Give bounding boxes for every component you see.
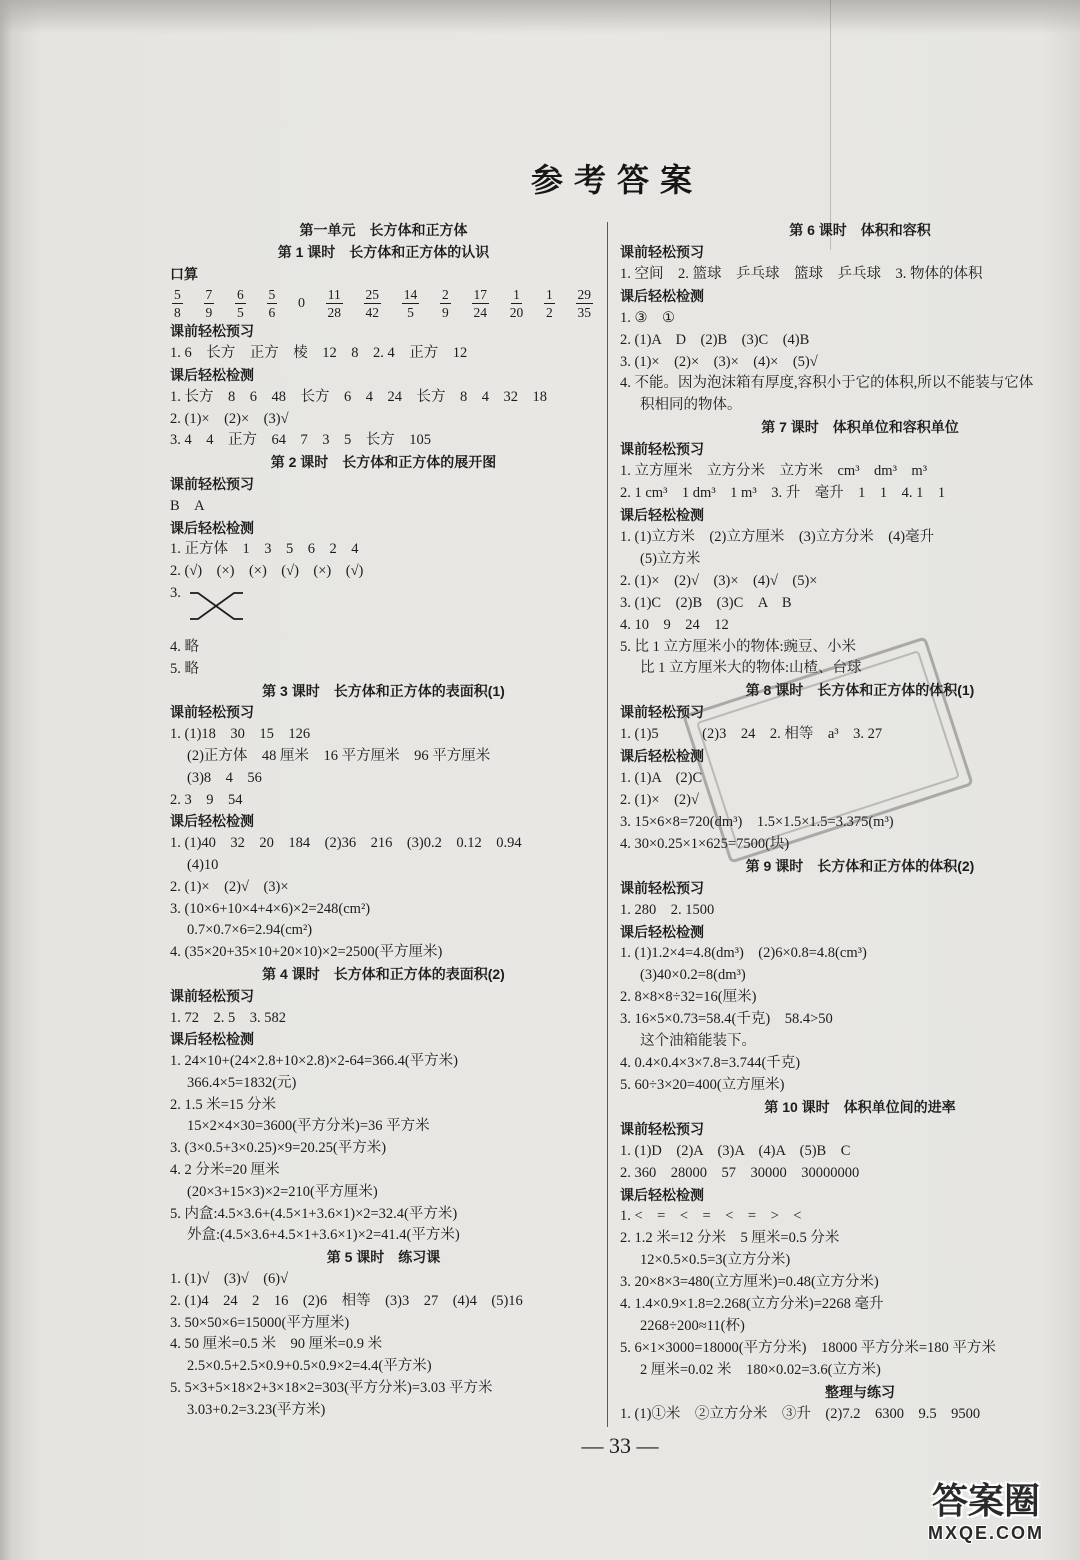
mental-math-answers bbox=[170, 285, 597, 321]
section-label: 课前轻松预习 bbox=[170, 323, 254, 340]
answer-line: 5. 60÷3×20=400(立方厘米) bbox=[620, 1076, 785, 1093]
answer-line: 4. 略 bbox=[170, 638, 199, 655]
answer-line-continued: 2 厘米=0.02 米 180×0.02=3.6(立方米) bbox=[640, 1361, 881, 1378]
numerator: 11 bbox=[327, 286, 341, 302]
answer-line: 1. 24×10+(24×2.8+10×2.8)×2-64=366.4(平方米) bbox=[170, 1053, 459, 1070]
answer-line-continued: 366.4×5=1832(元) bbox=[187, 1074, 297, 1091]
fraction bbox=[204, 287, 215, 320]
numerator: 7 bbox=[205, 286, 213, 302]
right-column bbox=[620, 220, 1070, 1426]
site-watermark bbox=[900, 1480, 1072, 1544]
scan-shadow-top bbox=[0, 0, 1080, 34]
answer-value: 0 bbox=[298, 295, 305, 311]
lesson-heading: 第 4 课时 长方体和正方体的表面积(2) bbox=[262, 965, 505, 982]
answer-line: 3. 15×6×8=720(dm³) 1.5×1.5×1.5=3.375(m³) bbox=[620, 813, 894, 830]
section-label: 课后轻松检测 bbox=[170, 366, 254, 383]
answer-line: 1. 立方厘米 立方分米 立方米 cm³ dm³ m³ bbox=[620, 463, 928, 480]
answer-line: B A bbox=[170, 497, 205, 514]
answer-line: 1. 空间 2. 篮球 乒乓球 篮球 乒乓球 3. 物体的体积 bbox=[620, 265, 983, 282]
left-column bbox=[170, 220, 597, 1422]
denominator: 5 bbox=[407, 304, 414, 320]
answer-line: 3. 20×8×3=480(立方厘米)=0.48(立方分米) bbox=[620, 1274, 879, 1291]
answer-line-continued: (3)8 4 56 bbox=[187, 769, 262, 786]
page-fold-line bbox=[830, 0, 831, 250]
answer-line: 3. (1)C (2)B (3)C A B bbox=[620, 594, 792, 611]
matching-lines-diagram bbox=[181, 583, 245, 638]
answer-line: 1. (1)18 30 15 126 bbox=[170, 726, 311, 743]
answer-line: 1. (1)40 32 20 184 (2)36 216 (3)0.2 0.12 0.94 bbox=[170, 835, 522, 852]
answer-line: 4. (35×20+35×10+20×10)×2=2500(平方厘米) bbox=[170, 944, 443, 961]
answer-line: 1. ③ ① bbox=[620, 309, 675, 326]
answer-line: 1. (1)①米 ②立方分米 ③升 (2)7.2 6300 9.5 9500 bbox=[620, 1405, 981, 1422]
answer-line: 3. 4 4 正方 64 7 3 5 长方 105 bbox=[170, 432, 431, 449]
section-label: 课前轻松预习 bbox=[170, 704, 254, 721]
denominator: 9 bbox=[205, 304, 213, 320]
section-label: 课后轻松检测 bbox=[620, 287, 704, 304]
section-label: 课前轻松预习 bbox=[620, 704, 704, 721]
section-label: 课前轻松预习 bbox=[620, 243, 704, 260]
lesson-heading: 第 2 课时 长方体和正方体的展开图 bbox=[270, 454, 497, 471]
lesson-heading: 第 1 课时 长方体和正方体的认识 bbox=[277, 243, 490, 260]
watermark-logo: 答案圈 bbox=[931, 1480, 1040, 1521]
fraction bbox=[326, 287, 343, 320]
answer-line-continued: (20×3+15×3)×2=210(平方厘米) bbox=[187, 1183, 378, 1200]
answer-line-continued: 2.5×0.5+2.5×0.9+0.5×0.9×2=4.4(平方米) bbox=[187, 1358, 432, 1375]
section-label: 课后轻松检测 bbox=[170, 519, 254, 536]
section-label: 课前轻松预习 bbox=[620, 1120, 704, 1137]
answer-line: 2. (1)A D (2)B (3)C (4)B bbox=[620, 331, 810, 348]
answer-line: 4. 10 9 24 12 bbox=[620, 616, 729, 633]
numerator: 29 bbox=[577, 286, 591, 302]
section-label: 课前轻松预习 bbox=[170, 475, 254, 492]
answer-line-continued: 比 1 立方厘米大的物体:山楂、台球 bbox=[640, 660, 862, 677]
lesson-heading: 第 3 课时 长方体和正方体的表面积(1) bbox=[262, 682, 505, 699]
answer-line: 2. 1 cm³ 1 dm³ 1 m³ 3. 升 毫升 1 1 4. 1 1 bbox=[620, 485, 946, 502]
answer-line: 1. 长方 8 6 48 长方 6 4 24 长方 8 4 32 18 bbox=[170, 388, 547, 405]
answer-line: 2. 1.5 米=15 分米 bbox=[170, 1096, 277, 1113]
numerator: 25 bbox=[365, 286, 379, 302]
answer-line: 4. 2 分米=20 厘米 bbox=[170, 1162, 280, 1179]
answer-line-continued: (5)立方米 bbox=[640, 550, 701, 567]
denominator: 8 bbox=[174, 304, 181, 320]
fraction bbox=[364, 287, 382, 320]
section-label: 课后轻松检测 bbox=[620, 748, 704, 765]
section-label: 课后轻松检测 bbox=[620, 506, 704, 523]
fraction bbox=[576, 287, 594, 320]
matching-line-2 bbox=[190, 593, 243, 619]
answer-line: 1. (1)5 (2)3 24 2. 相等 a³ 3. 27 bbox=[620, 726, 883, 743]
lesson-heading: 第 9 课时 长方体和正方体的体积(2) bbox=[745, 857, 975, 874]
answer-line-continued: (3)40×0.2=8(dm³) bbox=[640, 967, 746, 984]
answer-line: 2. (1)× (2)√ bbox=[620, 791, 699, 808]
answer-line: 2. 8×8×8÷32=16(厘米) bbox=[620, 989, 757, 1006]
numerator: 14 bbox=[403, 286, 418, 302]
answer-line: 2. (1)× (2)× (3)√ bbox=[170, 410, 289, 427]
denominator: 42 bbox=[365, 304, 379, 320]
section-label: 课后轻松检测 bbox=[620, 923, 704, 940]
numerator: 5 bbox=[174, 286, 181, 302]
fraction bbox=[440, 287, 451, 320]
answer-line-continued: (2)正方体 48 厘米 16 平方厘米 96 平方厘米 bbox=[187, 747, 491, 764]
fraction bbox=[172, 287, 183, 320]
lesson-heading: 第 7 课时 体积单位和容积单位 bbox=[761, 419, 959, 436]
page-title: 参考答案 bbox=[530, 162, 703, 198]
answer-line: 2. 360 28000 57 30000 30000000 bbox=[620, 1164, 860, 1181]
answer-line: 4. 0.4×0.4×3×7.8=3.744(千克) bbox=[620, 1055, 801, 1072]
answer-line: 1. (1)立方米 (2)立方厘米 (3)立方分米 (4)毫升 bbox=[620, 528, 935, 545]
answer-line-continued: 12×0.5×0.5=3(立方分米) bbox=[640, 1252, 791, 1269]
matching-lines-svg bbox=[189, 586, 245, 630]
denominator: 5 bbox=[237, 304, 244, 320]
section-label: 课后轻松检测 bbox=[170, 1031, 254, 1048]
numerator: 2 bbox=[442, 286, 449, 302]
unit-heading: 第一单元 长方体和正方体 bbox=[299, 222, 468, 238]
answer-line-diagram bbox=[170, 583, 597, 637]
denominator: 2 bbox=[546, 304, 553, 320]
fraction bbox=[267, 287, 278, 320]
answer-line-continued: 2268÷200≈11(杯) bbox=[640, 1318, 745, 1335]
answer-line-continued: 0.7×0.7×6=2.94(cm²) bbox=[187, 922, 313, 939]
section-label: 课后轻松检测 bbox=[170, 813, 254, 830]
denominator: 35 bbox=[577, 304, 591, 320]
answer-line: 3. 50×50×6=15000(平方厘米) bbox=[170, 1314, 350, 1331]
answer-line: 5. 略 bbox=[170, 660, 199, 677]
numerator: 1 bbox=[513, 286, 520, 302]
answer-line: 3. (3×0.5+3×0.25)×9=20.25(平方米) bbox=[170, 1140, 387, 1157]
answer-line: 2. (1)× (2)√ (3)× (4)√ (5)× bbox=[620, 572, 818, 589]
numerator: 17 bbox=[473, 286, 487, 302]
fraction bbox=[510, 287, 524, 320]
answer-line: 1. 正方体 1 3 5 6 2 4 bbox=[170, 541, 359, 558]
fraction bbox=[544, 287, 555, 320]
section-label: 课前轻松预习 bbox=[620, 441, 704, 458]
answer-line: 2. (1)4 24 2 16 (2)6 相等 (3)3 27 (4)4 (5)16 bbox=[170, 1292, 523, 1309]
answer-line: 5. 内盒:4.5×3.6+(4.5×1+3.6×1)×2=32.4(平方米) bbox=[170, 1205, 458, 1222]
answer-line: 1. 72 2. 5 3. 582 bbox=[170, 1009, 286, 1026]
answer-line: 4. 30×0.25×1×625=7500(块) bbox=[620, 835, 790, 852]
page-number: — 33 — bbox=[581, 1433, 659, 1458]
answer-line-continued: 15×2×4×30=3600(平方分米)=36 平方米 bbox=[187, 1118, 430, 1135]
lesson-heading: 第 6 课时 体积和容积 bbox=[789, 222, 931, 238]
answer-line: 1. (1)1.2×4=4.8(dm³) (2)6×0.8=4.8(cm³) bbox=[620, 945, 867, 962]
answer-line: 1. 6 长方 正方 棱 12 8 2. 4 正方 12 bbox=[170, 345, 468, 362]
answer-line: 3. (10×6+10×4+4×6)×2=248(cm²) bbox=[170, 900, 371, 917]
denominator: 28 bbox=[327, 304, 341, 320]
answer-line: 1. (1)D (2)A (3)A (4)A (5)B C bbox=[620, 1142, 851, 1159]
answer-line: 2. 3 9 54 bbox=[170, 791, 243, 808]
answer-line: 1. (1)√ (3)√ (6)√ bbox=[170, 1271, 289, 1288]
section-label: 课前轻松预习 bbox=[620, 879, 704, 896]
answer-line: 4. 1.4×0.9×1.8=2.268(立方分米)=2268 毫升 bbox=[620, 1296, 884, 1313]
answer-line: 5. 5×3+5×18×2+3×18×2=303(平方分米)=3.03 平方米 bbox=[170, 1380, 493, 1397]
lesson-heading: 第 5 课时 练习课 bbox=[326, 1249, 441, 1266]
lesson-heading: 第 8 课时 长方体和正方体的体积(1) bbox=[745, 682, 975, 699]
answer-line: 5. 比 1 立方厘米小的物体:豌豆、小米 bbox=[620, 638, 857, 655]
answer-line: 4. 50 厘米=0.5 米 90 厘米=0.9 米 bbox=[170, 1336, 383, 1353]
answer-line-continued: 外盒:(4.5×3.6+4.5×1+3.6×1)×2=41.4(平方米) bbox=[187, 1227, 460, 1244]
denominator: 9 bbox=[442, 304, 449, 320]
answer-line: 2. (√) (×) (×) (√) (×) (√) bbox=[170, 563, 364, 580]
answer-line: 2. 1.2 米=12 分米 5 厘米=0.5 分米 bbox=[620, 1230, 840, 1247]
fraction bbox=[472, 287, 490, 320]
answer-line: 1. (1)A (2)C bbox=[620, 770, 703, 787]
numerator: 5 bbox=[268, 286, 276, 302]
denominator: 20 bbox=[509, 304, 524, 320]
answer-line-continued: 3.03+0.2=3.23(平方米) bbox=[187, 1401, 326, 1418]
lesson-heading: 整理与练习 bbox=[825, 1383, 895, 1400]
watermark-site: MXQE.COM bbox=[927, 1523, 1044, 1543]
section-label: 口算 bbox=[170, 265, 198, 282]
answer-line: 2. (1)× (2)√ (3)× bbox=[170, 878, 289, 895]
question-number: 3. bbox=[170, 584, 181, 601]
answer-line: 1. 280 2. 1500 bbox=[620, 901, 715, 918]
answer-line-continued: 这个油箱能装下。 bbox=[640, 1033, 756, 1050]
denominator: 6 bbox=[268, 304, 276, 320]
answer-line: 3. 16×5×0.73=58.4(千克) 58.4>50 bbox=[620, 1011, 833, 1028]
answer-line-continued: 积相同的物体。 bbox=[640, 397, 742, 414]
answer-line: 1. < = < = < = > < bbox=[620, 1208, 802, 1225]
numerator: 6 bbox=[237, 286, 244, 302]
lesson-heading: 第 10 课时 体积单位间的进率 bbox=[764, 1098, 956, 1115]
numerator: 1 bbox=[546, 286, 553, 302]
answer-line: 3. (1)× (2)× (3)× (4)× (5)√ bbox=[620, 353, 818, 370]
answer-line: 4. 不能。因为泡沫箱有厚度,容积小于它的体积,所以不能装与它体 bbox=[620, 375, 1034, 392]
fraction bbox=[235, 287, 246, 320]
fraction bbox=[402, 287, 420, 320]
section-label: 课后轻松检测 bbox=[620, 1186, 704, 1203]
denominator: 24 bbox=[473, 304, 487, 320]
answer-line: 5. 6×1×3000=18000(平方分米) 18000 平方分米=180 平方米 bbox=[620, 1340, 996, 1357]
answer-line-continued: (4)10 bbox=[187, 856, 219, 873]
column-divider bbox=[607, 222, 608, 1427]
section-label: 课前轻松预习 bbox=[170, 987, 254, 1004]
